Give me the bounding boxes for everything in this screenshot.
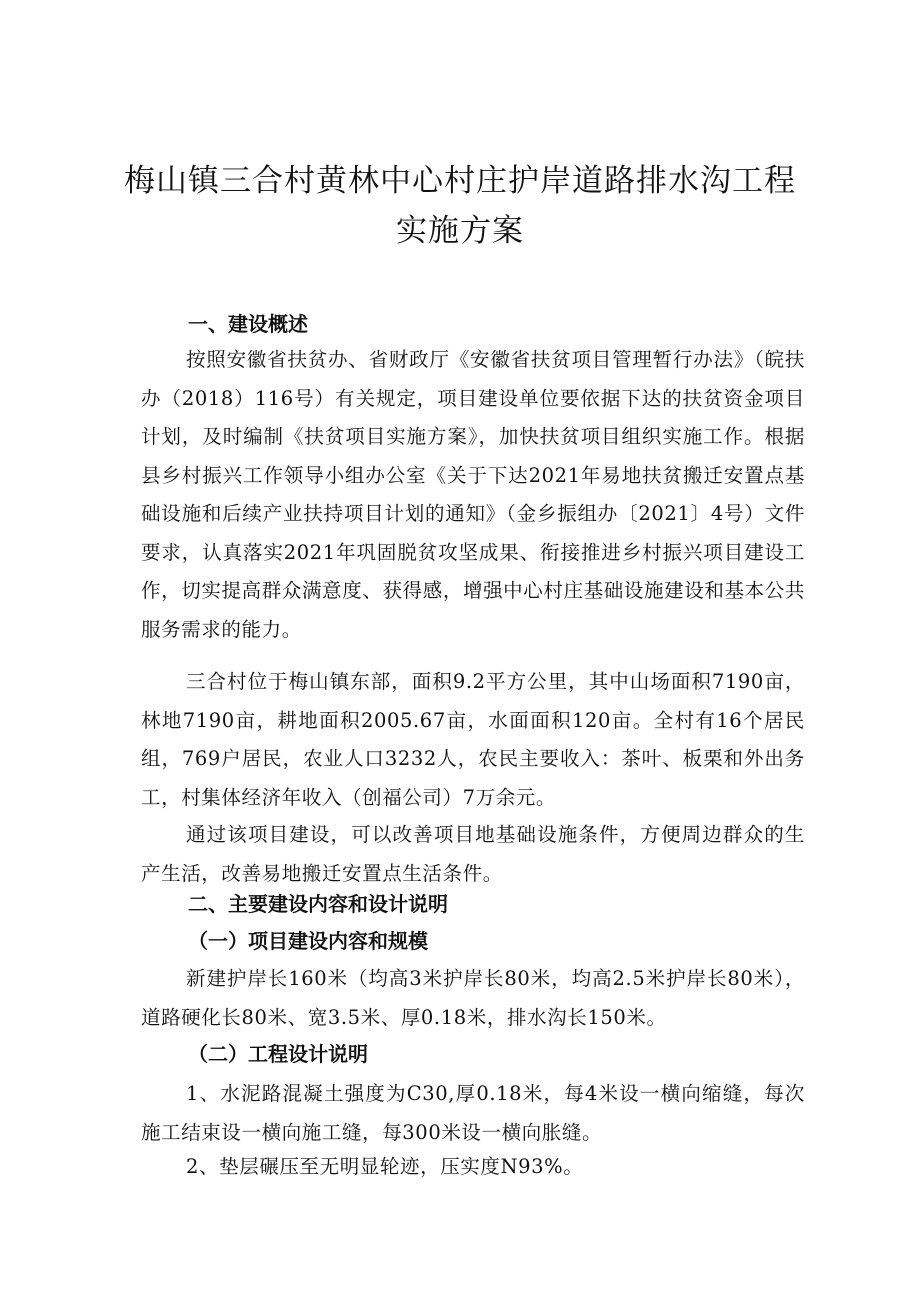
section-1-heading: 一、建设概述	[188, 312, 308, 336]
subsection-1-heading: （一）项目建设内容和规模	[188, 929, 428, 953]
section-1-paragraph-3: 通过该项目建设，可以改善项目地基础设施条件，方便周边群众的生产生活，改善易地搬迁安置点生活条件。	[141, 823, 805, 885]
section-1-paragraph-2: 三合村位于梅山镇东部，面积9.2平方公里，其中山场面积7190亩，林地7190亩，耕地面积2005.67亩，水面面积120亩。全村有16个居民组，769户居民，农业人口3232人，农民主要收入：茶叶、板栗和外出务工，村集体经济年收入（创福公司）7万余元。	[141, 670, 806, 809]
section-2-heading: 二、主要建设内容和设计说明	[188, 892, 448, 916]
document-title-line-2: 实施方案	[396, 213, 524, 249]
design-item-1: 1、水泥路混凝土强度为C30,厚0.18米，每4米设一横向缩缝，每次施工结束设一横向施工缝，每300米设一横向胀缝。	[141, 1082, 805, 1144]
design-item-2: 2、垫层碾压至无明显轮迹，压实度N93%。	[186, 1155, 584, 1178]
subsection-2-heading: （二）工程设计说明	[188, 1042, 368, 1066]
section-1-paragraph-1: 按照安徽省扶贫办、省财政厅《安徽省扶贫项目管理暂行办法》（皖扶办（2018）116号）有关规定，项目建设单位要依据下达的扶贫资金项目计划，及时编制《扶贫项目实施方案》，加快扶贫项目组织实施工作。根据县乡村振兴工作领导小组办公室《关于下达2021年易地扶贫搬迁安置点基础设施和后续产业扶持项目计划的通知》（金乡振组办〔2021〕4号）文件要求，认真落实2021年巩固脱贫攻坚成果、衔接推进乡村振兴项目建设工作，切实提高群众满意度、获得感，增强中心村庄基础设施建设和基本公共服务需求的能力。	[141, 348, 805, 641]
document-title-line-1: 梅山镇三合村黄林中心村庄护岸道路排水沟工程	[124, 163, 796, 199]
subsection-1-paragraph: 新建护岸长160米（均高3米护岸长80米，均高2.5米护岸长80米），道路硬化长80米、宽3.5米、厚0.18米，排水沟长150米。	[141, 967, 805, 1029]
